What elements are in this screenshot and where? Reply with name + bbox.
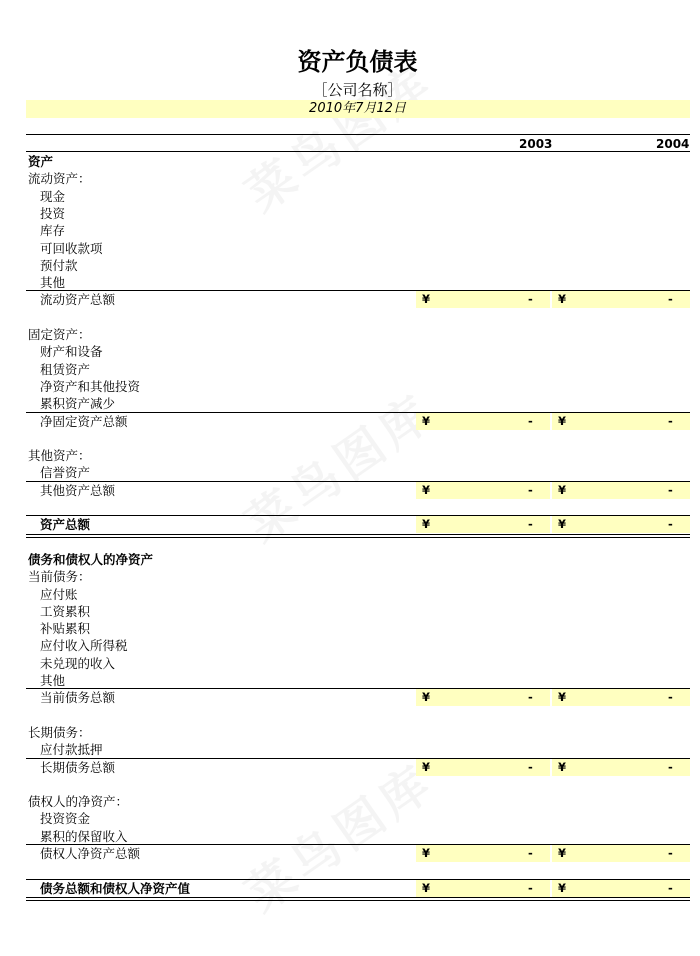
currency-symbol: ¥	[558, 482, 567, 497]
group-label: 债权人的净资产：	[28, 794, 129, 810]
value-text: -	[528, 880, 533, 895]
group-label: 流动资产：	[28, 171, 91, 187]
line-item-label: 投资	[40, 205, 66, 221]
value-text: -	[668, 846, 673, 860]
subtotal-label: 长期债务总额	[40, 759, 116, 775]
value-text: -	[668, 880, 673, 895]
currency-symbol: ¥	[422, 759, 431, 774]
line-item-label: 预付款	[40, 257, 78, 273]
line-item-label: 应付收入所得税	[40, 638, 128, 654]
line-item-label: 现金	[40, 188, 66, 204]
line-item-label: 补贴累积	[40, 621, 91, 637]
report-date: 2010年7月12日	[309, 101, 406, 116]
watermark	[230, 374, 447, 554]
group-label: 其他资产：	[28, 448, 91, 464]
total-double-rule	[26, 534, 690, 535]
column-header-2003: 2003	[519, 137, 553, 151]
group-label: 固定资产：	[28, 327, 91, 342]
line-item-label: 其他	[40, 673, 66, 688]
value-text: -	[528, 759, 533, 774]
line-item-label: 财产和设备	[40, 344, 103, 360]
currency-symbol: ¥	[422, 846, 431, 860]
subtotal-label: 其他资产总额	[40, 482, 116, 498]
header-top-rule	[26, 134, 690, 135]
currency-symbol: ¥	[422, 690, 431, 705]
value-text: -	[668, 292, 673, 307]
currency-symbol: ¥	[422, 482, 431, 497]
section-label: 资产	[28, 154, 54, 169]
line-item-label: 投资资金	[40, 811, 91, 827]
currency-symbol: ¥	[558, 292, 567, 307]
currency-symbol: ¥	[558, 690, 567, 705]
line-item-label: 累积的保留收入	[40, 828, 128, 844]
total-double-rule	[26, 537, 690, 538]
value-text: -	[668, 759, 673, 774]
currency-symbol: ¥	[558, 846, 567, 860]
currency-symbol: ¥	[422, 517, 431, 532]
section-label: 债务和债权人的净资产	[28, 551, 154, 567]
line-item-label: 应付账	[40, 586, 78, 602]
line-item-label: 净资产和其他投资	[40, 378, 141, 394]
currency-symbol: ¥	[558, 413, 567, 428]
total-label: 资产总额	[40, 517, 91, 533]
line-item-label: 应付款抵押	[40, 742, 103, 758]
line-item-label: 库存	[40, 223, 66, 239]
value-text: -	[668, 517, 673, 532]
subtotal-label: 债权人净资产总额	[40, 846, 141, 861]
header-bottom-rule	[26, 151, 690, 152]
line-item-label: 信誉资产	[40, 465, 91, 481]
total-double-rule	[26, 897, 690, 898]
value-text: -	[528, 517, 533, 532]
value-text: -	[528, 846, 533, 860]
line-item-label: 累积资产减少	[40, 396, 116, 412]
group-label: 长期债务：	[28, 724, 91, 740]
line-item-label: 其他	[40, 275, 66, 291]
value-text: -	[528, 482, 533, 497]
company-name: ［公司名称］	[312, 81, 403, 99]
line-item-label: 工资累积	[40, 603, 91, 619]
line-item-label: 租赁资产	[40, 361, 91, 377]
value-text: -	[528, 690, 533, 705]
line-item-label: 未兑现的收入	[40, 655, 116, 671]
currency-symbol: ¥	[558, 759, 567, 774]
value-text: -	[528, 413, 533, 428]
currency-symbol: ¥	[558, 517, 567, 532]
currency-symbol: ¥	[422, 880, 431, 895]
subtotal-label: 净固定资产总额	[40, 413, 128, 429]
value-text: -	[668, 482, 673, 497]
page-title: 资产负债表	[297, 48, 418, 76]
value-text: -	[528, 292, 533, 307]
group-label: 当前债务：	[28, 569, 91, 585]
total-label: 债务总额和债权人净资产值	[40, 880, 191, 896]
currency-symbol: ¥	[558, 880, 567, 895]
line-item-label: 可回收款项	[40, 240, 103, 256]
value-text: -	[668, 690, 673, 705]
subtotal-label: 当前债务总额	[40, 690, 116, 706]
currency-symbol: ¥	[422, 292, 431, 307]
currency-symbol: ¥	[422, 413, 431, 428]
value-text: -	[668, 413, 673, 428]
total-double-rule	[26, 900, 690, 901]
subtotal-label: 流动资产总额	[40, 292, 116, 308]
column-header-2004: 2004	[656, 137, 690, 151]
